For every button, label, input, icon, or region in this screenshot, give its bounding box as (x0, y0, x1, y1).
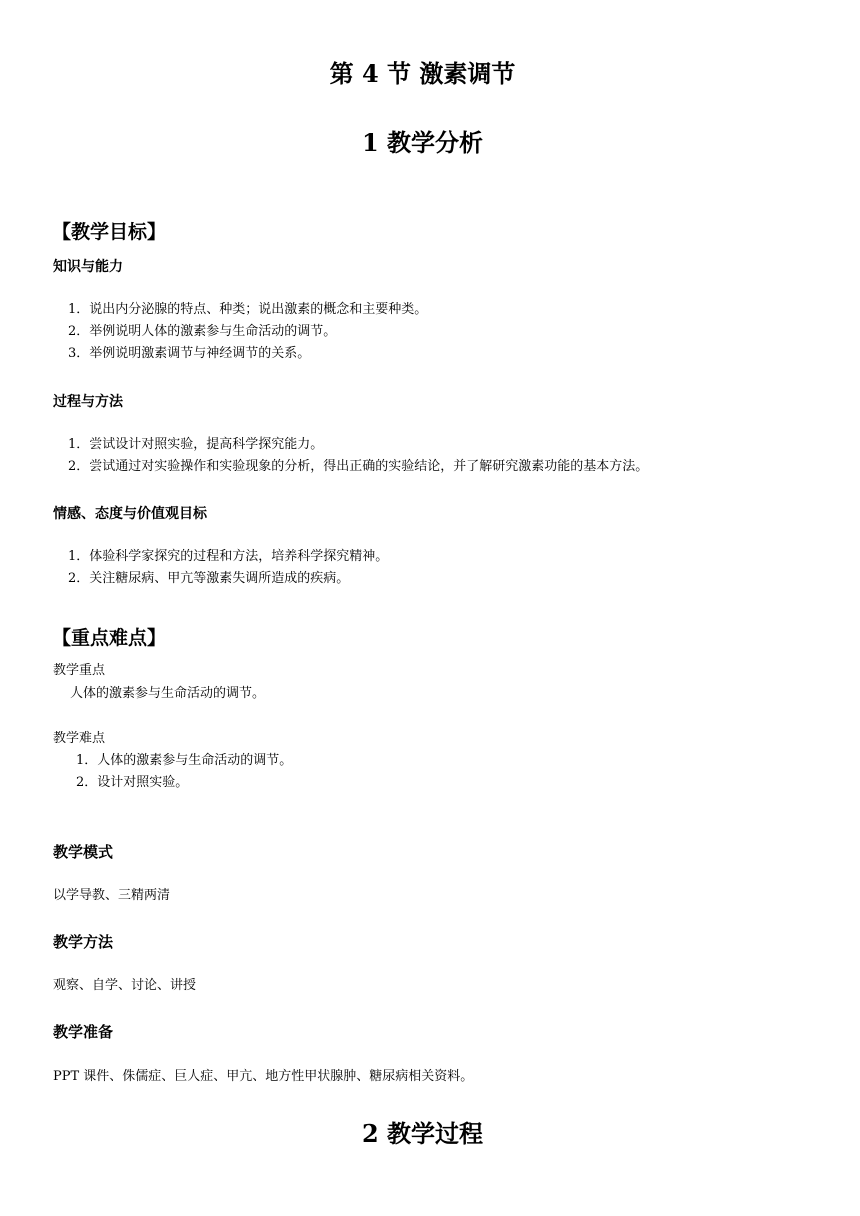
mode-text: 以学导教、三精两清 (53, 888, 171, 903)
list-item: 2．设计对照实验。 (76, 775, 189, 790)
process-list (68, 434, 648, 478)
knowledge-list (68, 299, 427, 365)
list-item: 2．关注糖尿病、甲亢等激素失调所造成的疾病。 (68, 571, 350, 586)
list-item: 1．体验科学家探究的过程和方法，培养科学探究精神。 (68, 549, 389, 564)
focus-label: 教学重点 (53, 663, 106, 678)
method-text: 观察、自学、讨论、讲授 (53, 978, 197, 993)
knowledge-heading: 知识与能力 (53, 259, 123, 275)
list-item: 1．尝试设计对照实验，提高科学探究能力。 (68, 437, 324, 452)
emotion-list (68, 546, 388, 590)
difficulty-list (76, 750, 292, 794)
list-item: 1．说出内分泌腺的特点、种类；说出激素的概念和主要种类。 (68, 302, 428, 317)
process-heading: 过程与方法 (53, 394, 123, 410)
prep-text: PPT 课件、侏儒症、巨人症、甲亢、地方性甲状腺肿、糖尿病相关资料。 (53, 1069, 474, 1084)
keypoints-heading: 【重点难点】 (52, 627, 167, 649)
list-item: 2．举例说明人体的激素参与生命活动的调节。 (68, 324, 337, 339)
section-heading-process: 2 教学过程 (361, 1119, 484, 1148)
list-item: 2．尝试通过对实验操作和实验现象的分析，得出正确的实验结论，并了解研究激素功能的基本方法。 (68, 459, 649, 474)
mode-heading: 教学模式 (53, 843, 114, 861)
method-heading: 教学方法 (53, 933, 114, 951)
page-title: 第 4 节 激素调节 (329, 59, 516, 88)
list-item: 3．举例说明激素调节与神经调节的关系。 (68, 346, 311, 361)
list-item: 1．人体的激素参与生命活动的调节。 (76, 753, 293, 768)
section-heading-analysis: 1 教学分析 (361, 128, 484, 157)
difficulty-label: 教学难点 (53, 731, 106, 746)
goals-heading: 【教学目标】 (52, 221, 167, 243)
prep-heading: 教学准备 (53, 1023, 114, 1041)
focus-text: 人体的激素参与生命活动的调节。 (70, 686, 266, 701)
emotion-heading: 情感、态度与价值观目标 (53, 506, 207, 522)
